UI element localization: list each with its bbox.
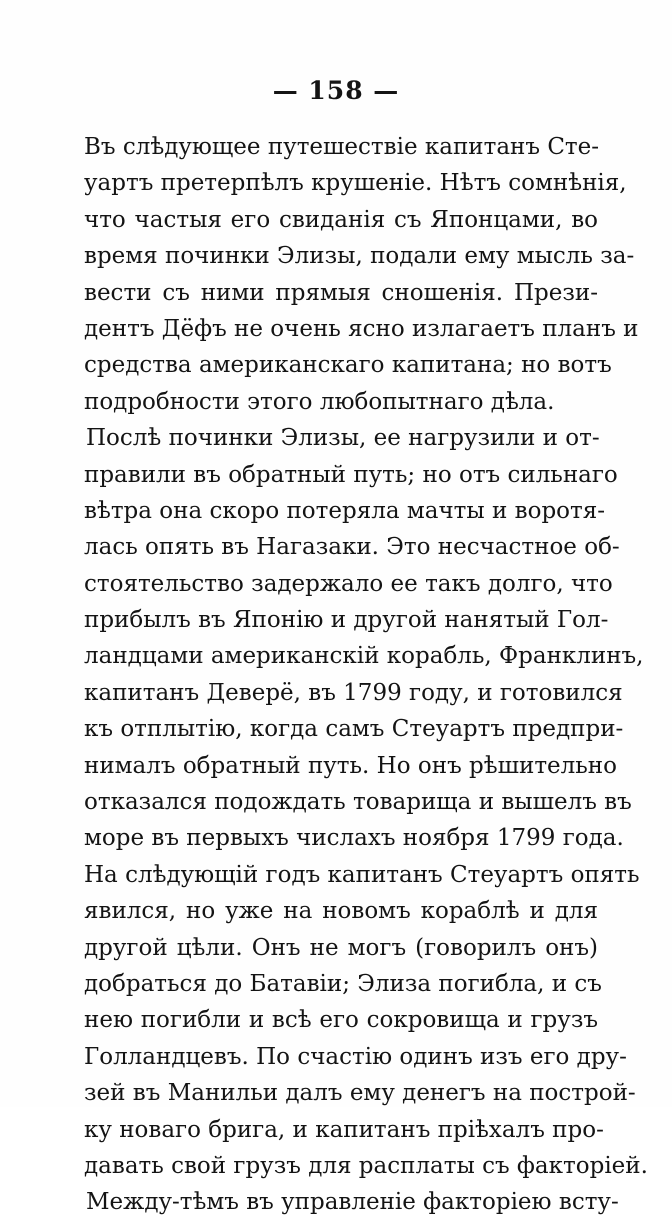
text-line: ку новаго брига, и капитанъ пріѣхалъ про-: [84, 1116, 604, 1143]
text-line: давать свой грузъ для расплаты съ факторіей.: [84, 1152, 648, 1179]
text-line: На слѣдующій годъ капитанъ Стеуартъ опять: [84, 861, 640, 888]
text-line: время починки Элизы, подали ему мысль за-: [84, 243, 635, 270]
text-line: Послѣ починки Элизы, ее нагрузили и от-: [86, 425, 600, 452]
text-line: вести съ ними прямыя сношенія. Прези-: [84, 279, 598, 306]
text-line: море въ первыхъ числахъ ноября 1799 года.: [84, 825, 624, 852]
text-line: подробности этого любопытнаго дѣла.: [84, 388, 555, 415]
text-line: нею погибли и всѣ его сокровища и грузъ: [84, 1007, 598, 1034]
text-line: что частыя его свиданія съ Японцами, во: [84, 206, 598, 233]
text-line: добраться до Батавіи; Элиза погибла, и съ: [84, 970, 602, 997]
text-line: нималъ обратный путь. Но онъ рѣшительно: [84, 752, 617, 779]
text-line: Въ слѣдующее путешествіе капитанъ Сте-: [84, 134, 600, 160]
text-line: капитанъ Деверё, въ 1799 году, и готовился: [84, 679, 623, 706]
text-line: Голландцевъ. По счастію одинъ изъ его дру-: [84, 1043, 627, 1070]
text-line: вѣтра она скоро потеряла мачты и воротя-: [84, 497, 606, 524]
text-line: средства американскаго капитана; но вотъ: [84, 352, 612, 379]
text-line: стоятельство задержало ее такъ долго, что: [84, 570, 613, 597]
text-line: дентъ Дёфъ не очень ясно излагаетъ планъ и: [84, 315, 639, 342]
text-line: зей въ Манильи далъ ему денегъ на построй-: [84, 1080, 636, 1107]
text-line: Между-тѣмъ въ управленіе факторіею всту-: [86, 1189, 619, 1216]
text-line: явился, но уже на новомъ кораблѣ и для: [84, 898, 598, 925]
text-line: уартъ претерпѣлъ крушеніе. Нѣтъ сомнѣнія,: [84, 170, 627, 197]
text-line: другой цѣли. Онъ не могъ (говорилъ онъ): [84, 934, 598, 961]
text-line: ландцами американскій корабль, Франклинъ,: [84, 643, 644, 670]
text-line: правили въ обратный путь; но отъ сильнаго: [84, 461, 618, 488]
page-number: — 158 —: [272, 76, 400, 105]
text-line: къ отплытію, когда самъ Стеуартъ предпри-: [84, 716, 624, 743]
text-line: отказался подождать товарища и вышелъ въ: [84, 789, 632, 816]
body-text: [84, 129, 648, 1221]
text-line: прибылъ въ Японію и другой нанятый Гол-: [84, 607, 609, 634]
text-line: лась опять въ Нагазаки. Это несчастное об-: [84, 534, 620, 561]
